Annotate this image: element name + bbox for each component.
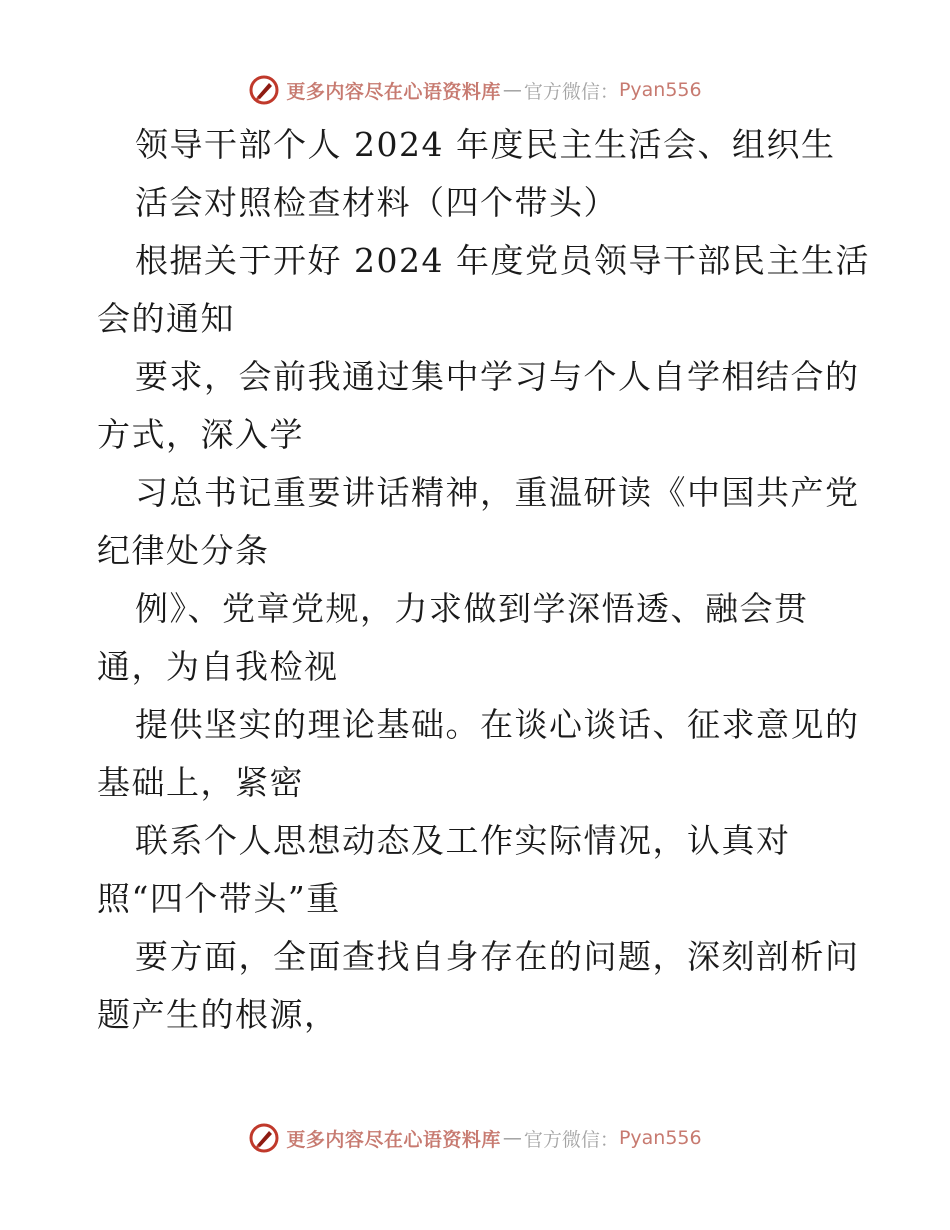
quill-logo-icon	[248, 1122, 280, 1154]
wechat-id: Pyan556	[618, 1127, 702, 1149]
quill-logo-icon	[248, 74, 280, 106]
paragraph-line: 照“四个带头”重	[97, 879, 341, 918]
document-body	[97, 116, 870, 1044]
paragraph-line: 题产生的根源，	[97, 995, 339, 1034]
document-title-line-1: 领导干部个人 2024 年度民主生活会、组织生	[135, 125, 836, 164]
paragraph-line: 习总书记重要讲话精神，重温研读《中国共产党	[135, 473, 860, 512]
paragraph-line: 根据关于开好 2024 年度党员领导干部民主生活	[135, 241, 870, 280]
brand-text: 更多内容尽在心语资料库	[286, 80, 501, 103]
banner-separator: —	[502, 79, 522, 101]
official-wechat-label: 官方微信：	[523, 80, 619, 103]
paragraph-line: 联系个人思想动态及工作实际情况，认真对	[135, 821, 791, 860]
official-wechat-label: 官方微信：	[523, 1128, 619, 1151]
paragraph-line: 例》、党章党规，力求做到学深悟透、融会贯	[135, 589, 809, 628]
paragraph-line: 提供坚实的理论基础。在谈心谈话、征求意见的	[135, 705, 860, 744]
paragraph-line: 要求，会前我通过集中学习与个人自学相结合的	[135, 357, 860, 396]
brand-text: 更多内容尽在心语资料库	[286, 1128, 501, 1151]
paragraph-line: 会的通知	[97, 299, 235, 338]
paragraph-line: 纪律处分条	[97, 531, 270, 570]
footer-banner	[0, 1118, 950, 1158]
document-title-line-2: 活会对照检查材料（四个带头）	[135, 183, 618, 222]
banner-separator: —	[502, 1127, 522, 1149]
paragraph-line: 要方面，全面查找自身存在的问题，深刻剖析问	[135, 937, 860, 976]
paragraph-line: 方式，深入学	[97, 415, 304, 454]
header-banner	[0, 70, 950, 110]
paragraph-line: 基础上，紧密	[97, 763, 304, 802]
wechat-id: Pyan556	[618, 79, 702, 101]
paragraph-line: 通，为自我检视	[97, 647, 339, 686]
